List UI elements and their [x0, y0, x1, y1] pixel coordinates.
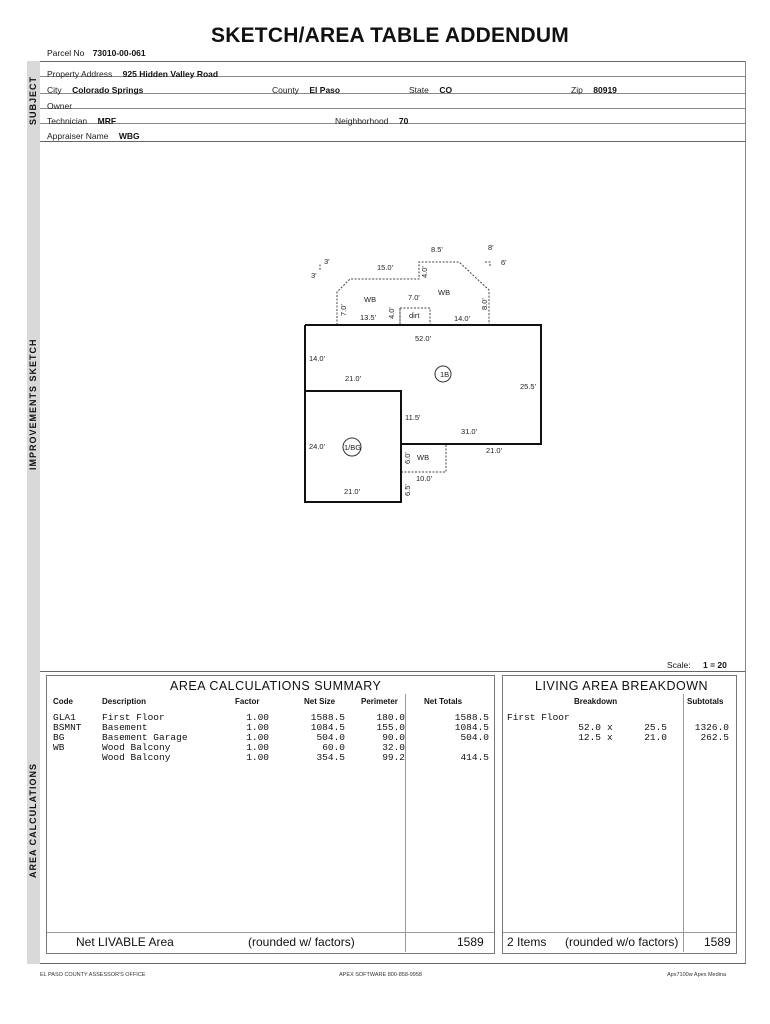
appraiser-label: Appraiser Name	[47, 131, 109, 141]
parcel-value: 73010-00-061	[92, 48, 146, 58]
cell-code: BSMNT	[53, 722, 82, 733]
col-subtotals: Subtotals	[687, 697, 724, 706]
cell-perimeter: 99.2	[382, 752, 405, 763]
label-wb-2: WB	[438, 288, 451, 297]
col-code: Code	[53, 697, 73, 706]
breakdown-b: 21.0	[644, 732, 667, 743]
cell-factor: 1.00	[246, 722, 269, 733]
dim-21a: 21.0'	[345, 374, 362, 383]
state-value: CO	[439, 85, 453, 95]
parcel-label: Parcel No	[47, 48, 85, 58]
breakdown-b: 25.5	[644, 722, 667, 733]
room-1bg: 1/BG	[344, 443, 362, 452]
col-perimeter: Perimeter	[361, 697, 398, 706]
dim-4a: 4.0'	[420, 266, 429, 278]
dim-14b: 14.0'	[309, 354, 326, 363]
cell-description: Wood Balcony	[102, 742, 171, 753]
dim-6-5: 6.5'	[403, 484, 412, 496]
cell-net-total: 1588.5	[454, 712, 489, 723]
owner-label: Owner	[47, 101, 73, 111]
zip-value: 80919	[593, 85, 617, 95]
cell-code: BG	[53, 732, 65, 743]
area-section-label: AREA CALCULATIONS	[28, 763, 38, 878]
floor-label: First Floor	[507, 712, 570, 723]
cell-description: Basement	[102, 722, 148, 733]
dim-24: 24.0'	[309, 442, 326, 451]
dim-3a: 3'	[324, 257, 330, 266]
dim-10: 10.0'	[416, 474, 433, 483]
cell-perimeter: 90.0	[382, 732, 405, 743]
dim-6: 6'	[501, 258, 507, 267]
cell-net-size: 354.5	[316, 752, 345, 763]
sketch-section-label: IMPROVEMENTS SKETCH	[28, 338, 38, 470]
cell-factor: 1.00	[246, 752, 269, 763]
table-row	[53, 753, 489, 763]
rounded-without-factors: (rounded w/o factors)	[565, 935, 679, 949]
label-wb-1: WB	[364, 295, 377, 304]
dim-15: 15.0'	[377, 263, 394, 272]
county-value: El Paso	[309, 85, 341, 95]
breakdown-x: x	[607, 732, 613, 743]
zip-label: Zip	[571, 85, 583, 95]
living-total: 1589	[704, 935, 731, 949]
dim-3b: 3'	[311, 271, 317, 280]
neighborhood-label: Neighborhood	[335, 116, 389, 126]
room-1b: 1B	[440, 370, 450, 379]
neighborhood-value: 70	[398, 116, 409, 126]
scale-label: Scale:	[667, 660, 691, 670]
cell-perimeter: 180.0	[376, 712, 405, 723]
cell-net-total: 414.5	[460, 752, 489, 763]
dim-8: 8'	[488, 243, 494, 252]
technician-label: Technician	[47, 116, 88, 126]
dim-11-5: 11.5'	[405, 413, 421, 422]
dim-8v: 8.0'	[480, 298, 489, 310]
col-net-totals: Net Totals	[424, 697, 463, 706]
footer-center: APEX SOFTWARE 800-858-9958	[339, 972, 422, 978]
label-wb-3: WB	[417, 453, 430, 462]
city-label: City	[47, 85, 62, 95]
dim-31: 31.0'	[461, 427, 478, 436]
cell-factor: 1.00	[246, 712, 269, 723]
living-area-title: LIVING AREA BREAKDOWN	[535, 679, 709, 693]
appraiser-value: WBG	[118, 131, 140, 141]
col-net-size: Net Size	[304, 697, 336, 706]
cell-net-total: 504.0	[460, 732, 489, 743]
cell-perimeter: 32.0	[382, 742, 405, 753]
dim-6v: 6.0'	[403, 452, 412, 464]
scale	[667, 660, 727, 670]
technician-value: MRF	[97, 116, 117, 126]
col-factor: Factor	[235, 697, 260, 706]
cell-factor: 1.00	[246, 742, 269, 753]
cell-net-total: 1084.5	[454, 722, 489, 733]
property-address-label: Property Address	[47, 69, 113, 79]
cell-code: GLA1	[53, 712, 76, 723]
cell-description: Basement Garage	[102, 732, 188, 743]
cell-net-size: 1084.5	[310, 722, 345, 733]
cell-code: WB	[53, 742, 65, 753]
breakdown-x: x	[607, 722, 613, 733]
breakdown-a: 12.5	[578, 732, 601, 743]
dim-8-5: 8.5'	[431, 245, 443, 254]
subject-section-label: SUBJECT	[28, 75, 38, 125]
footer-right: Apx7100w Apex Medina	[667, 972, 727, 978]
city-value: Colorado Springs	[72, 85, 144, 95]
cell-net-size: 1588.5	[310, 712, 345, 723]
breakdown-a: 52.0	[578, 722, 601, 733]
items-count: 2 Items	[507, 935, 547, 949]
breakdown-subtotal: 1326.0	[694, 722, 729, 733]
net-livable-value: 1589	[457, 935, 484, 949]
net-livable-label: Net LIVABLE Area	[76, 935, 174, 949]
label-dirt: dirt	[409, 311, 420, 320]
cell-factor: 1.00	[246, 732, 269, 743]
breakdown-subtotal: 262.5	[700, 732, 729, 743]
cell-description: First Floor	[102, 712, 165, 723]
breakdown-row	[503, 733, 736, 743]
property-address-value: 925 Hidden Valley Road	[122, 69, 219, 79]
footer-left: EL PASO COUNTY ASSESSOR'S OFFICE	[40, 972, 146, 978]
col-description: Description	[102, 697, 147, 706]
cell-perimeter: 155.0	[376, 722, 405, 733]
area-summary-panel	[46, 675, 495, 954]
dim-7b: 7.0'	[408, 293, 420, 302]
col-breakdown: Breakdown	[574, 697, 618, 706]
cell-description: Wood Balcony	[102, 752, 171, 763]
dim-7a: 7.0'	[339, 304, 348, 316]
dim-13-5: 13.5'	[360, 313, 377, 322]
summary-title: AREA CALCULATIONS SUMMARY	[170, 679, 382, 693]
rounded-with-factors: (rounded w/ factors)	[248, 935, 355, 949]
living-area-panel	[502, 675, 737, 954]
cell-net-size: 60.0	[322, 742, 345, 753]
scale-value: 1 = 20	[703, 660, 727, 670]
page-title: SKETCH/AREA TABLE ADDENDUM	[211, 24, 569, 47]
dim-25-5: 25.5'	[520, 382, 537, 391]
county-label: County	[272, 85, 299, 95]
dim-52: 52.0'	[415, 334, 432, 343]
state-label: State	[409, 85, 429, 95]
dim-21c: 21.0'	[344, 487, 361, 496]
dim-21b: 21.0'	[486, 446, 503, 455]
cell-net-size: 504.0	[316, 732, 345, 743]
dim-4b: 4.0'	[387, 307, 396, 319]
dim-14a: 14.0'	[454, 314, 471, 323]
